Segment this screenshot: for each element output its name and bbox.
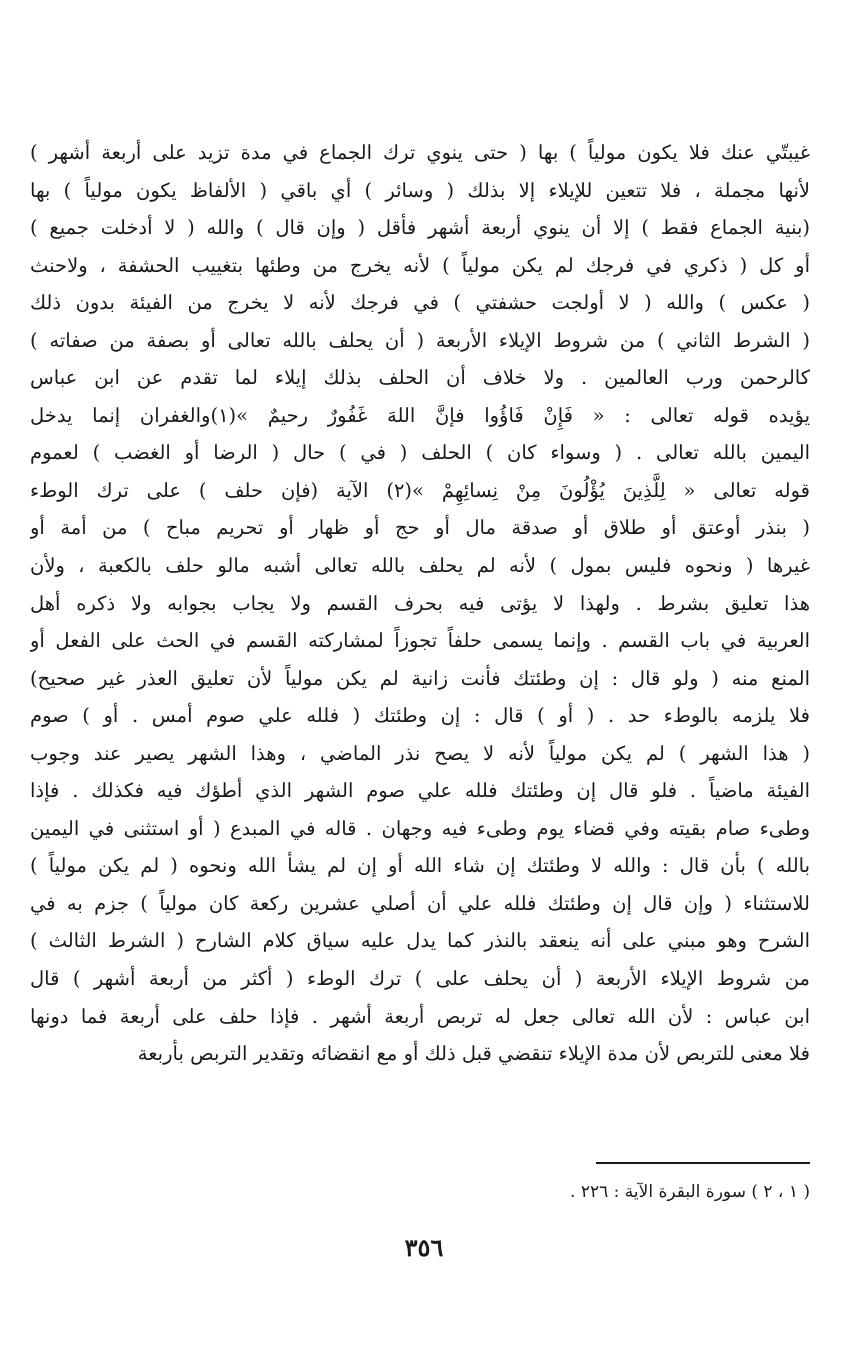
text-line-1: غيبتّي عنك فلا يكون مولياً ) بها ( حتى ينوي ترك الجماع في مدة تزيد على أربعة أشهر ) — [30, 141, 810, 164]
text-line-16: فلا يلزمه بالوطء حد . ( أو ) قال : إن وطئتك ( فلله علي صوم أمس . أو ) صوم — [30, 704, 810, 728]
text-line-19: وطىء صام بقيته وفي قضاء يوم وطىء فيه وجهان . قاله في المبدع ( أو استثنى في اليمين — [30, 816, 810, 840]
page-number: ٣٥٦ — [404, 1233, 444, 1262]
text-line-18: الفيئة ماضياً . فلو قال إن وطئتك فلله علي صوم الشهر الذي أطؤك فيه فكذلك . فإذا — [30, 779, 810, 803]
text-line-24: ابن عباس : لأن الله تعالى جعل له تربص أربعة أشهر . فإذا حلف على أربعة فما دونها — [30, 1004, 810, 1028]
text-line-7: كالرحمن ورب العالمين . ولا خلاف أن الحلف بذلك إيلاء لما تقدم عن ابن عباس — [30, 366, 810, 390]
text-line-11: ( بنذر أوعتق أو طلاق أو صدقة مال أو حج أو ظهار أو تحريم مباح ) من أمة أو — [30, 516, 810, 540]
main-text — [30, 134, 810, 1073]
text-line-8: يؤيده قوله تعالى : « فَإِنْ فَاؤُوا فإنَّ اللهَ غَفُورٌ رحيمٌ »(١)والغفران إنما يدخل — [30, 403, 810, 427]
text-line-15: المنع منه ( ولو قال : إن وطئتك فأنت زانية لم يكن مولياً لأن تعليق العذر غير صحيح) — [30, 666, 810, 690]
text-line-2: لأنها مجملة ، فلا تتعين للإيلاء إلا بذلك ( وسائر ) أي باقي ( الألفاظ يكون مولياً ) بها — [30, 178, 810, 202]
text-line-13: هذا تعليق بشرط . ولهذا لا يؤتى فيه بحرف القسم ولا يجاب بجوابه ولا ذكره أهل — [30, 591, 810, 615]
text-line-5: ( عكس ) والله ( لا أولجت حشفتي ) في فرجك لأنه لا يخرج من الفيئة بدون ذلك — [30, 291, 810, 315]
text-line-10: قوله تعالى « لِلَّذِينَ يُؤْلُونَ مِنْ نِسائِهِمْ »(٢) الآية (فإن حلف ) على ترك الوطء — [30, 478, 810, 502]
text-line-14: العربية في باب القسم . وإنما يسمى حلفاً تجوزاً لمشاركته القسم في الحث على الفعل أو — [30, 629, 810, 653]
text-line-25: فلا معنى للتربص لأن مدة الإيلاء تنقضي قبل ذلك أو مع انقضائه وتقدير التربص بأربعة — [137, 1042, 810, 1066]
text-line-22: الشرح وهو مبني على أنه ينعقد بالنذر كما يدل عليه سياق كلام الشارح ( الشرط الثالث ) — [30, 929, 810, 953]
text-line-20: بالله ) بأن قال : والله لا وطئتك إن شاء الله أو إن لم يشأ الله ونحوه ( لم يكن مولياً ) — [30, 854, 810, 878]
text-line-23: من شروط الإيلاء الأربعة ( أن يحلف على ) ترك الوطء ( أكثر من أربعة أشهر ) قال — [30, 967, 810, 991]
text-line-9: اليمين بالله تعالى . ( وسواء كان ) الحلف ( في ) حال ( الرضا أو الغضب ) لعموم — [30, 441, 810, 465]
text-line-12: غيرها ( ونحوه فليس بمول ) لأنه لم يحلف بالله تعالى أشبه مالو حلف بالكعبة ، ولأن — [30, 554, 810, 578]
footnote: ( ١ ، ٢ ) سورة البقرة الآية : ٢٢٦ . — [570, 1182, 810, 1202]
text-line-21: للاستثناء ( وإن قال إن وطئتك فلله علي أن أصلي عشرين ركعة كان مولياً ) جزم به في — [30, 891, 810, 915]
footnote-divider — [596, 1162, 810, 1164]
text-line-17: ( هذا الشهر ) لم يكن مولياً لأنه لا يصح نذر الماضي ، وهذا الشهر يصير عند وجوب — [30, 741, 810, 765]
text-line-6: ( الشرط الثاني ) من شروط الإيلاء الأربعة ( أن يحلف بالله تعالى أو بصفة من صفاته ) — [30, 328, 810, 352]
text-line-4: أو كل ( ذكري في فرجك لم يكن مولياً ) لأنه يخرج من وطئها بتغييب الحشفة ، ولاحنث — [30, 253, 810, 277]
text-line-3: (بنية الجماع فقط ) إلا أن ينوي أربعة أشهر فأقل ( وإن قال ) والله ( لا أدخلت جميع ) — [30, 216, 810, 240]
